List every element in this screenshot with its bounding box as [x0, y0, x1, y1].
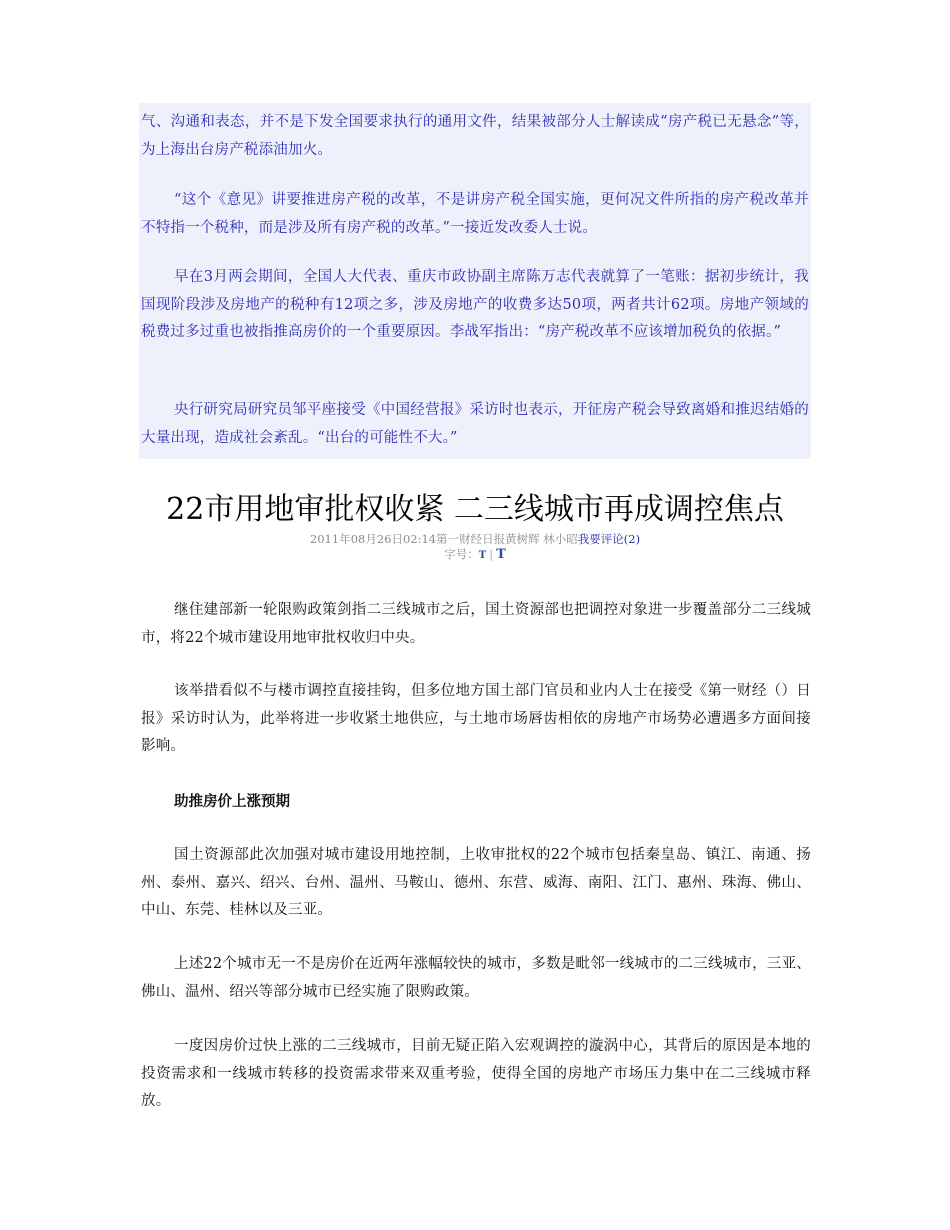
- article-paragraph: 该举措看似不与楼市调控直接挂钩，但多位地方国土部门官员和业内人士在接受《第一财经（）日报》采访时认为，此举将进一步收紧土地供应，与土地市场唇齿相依的房地产市场势必遭遇多方面间接影响。: [141, 683, 811, 754]
- font-large-button[interactable]: T: [496, 547, 506, 562]
- font-size-control: [0, 546, 950, 564]
- article-paragraph: 上述22个城市无一不是房价在近两年涨幅较快的城市，多数是毗邻一线城市的二三线城市，三亚、佛山、温州、绍兴等部分城市已经实施了限购政策。: [141, 956, 811, 1000]
- article-title: 22市用地审批权收紧 二三线城市再成调控焦点: [166, 492, 784, 527]
- comment-link[interactable]: 我要评论: [577, 532, 624, 546]
- quote-paragraph: 央行研究局研究员邹平座接受《中国经营报》采访时也表示，开征房产税会导致离婚和推迟结婚的大量出现，造成社会紊乱。“出台的可能性不大。”: [141, 402, 809, 446]
- font-small-button[interactable]: T: [478, 550, 487, 561]
- article-meta: [0, 531, 950, 547]
- article-paragraph: 一度因房价过快上涨的二三线城市，目前无疑正陷入宏观调控的漩涡中心，其背后的原因是本地的投资需求和一线城市转移的投资需求带来双重考验，使得全国的房地产市场压力集中在二三线城市释放。: [141, 1038, 811, 1109]
- article-byline: 2011年08月26日02:14第一财经日报黄树辉 林小昭: [309, 532, 578, 546]
- quoted-section: [139, 103, 811, 459]
- font-size-label: 字号：: [444, 547, 479, 561]
- article-paragraph: 继住建部新一轮限购政策剑指二三线城市之后，国土资源部也把调控对象进一步覆盖部分二三线城市，将22个城市建设用地审批权收归中央。: [141, 602, 811, 646]
- quote-paragraph: “这个《意见》讲要推进房产税的改革，不是讲房产税全国实施，更何况文件所指的房产税改革并不特指一个税种，而是涉及所有房产税的改革。”一接近发改委人士说。: [141, 192, 809, 236]
- divider: |: [489, 547, 494, 561]
- quote-paragraph: 早在3月两会期间，全国人大代表、重庆市政协副主席陈万志代表就算了一笔账：据初步统计，我国现阶段涉及房地产的税种有12项之多，涉及房地产的收费多达50项，两者共计62项。房地产领域的税费过多过重也被指推高房价的一个重要原因。李战军指出：“房产税改革不应该增加税负的依据。”: [141, 269, 809, 340]
- comment-open-paren: (: [623, 532, 629, 546]
- section-subheading: 助推房价上涨预期: [174, 794, 290, 810]
- article-paragraph: 国土资源部此次加强对城市建设用地控制，上收审批权的22个城市包括秦皇岛、镇江、南通、扬州、泰州、嘉兴、绍兴、台州、温州、马鞍山、德州、东营、威海、南阳、江门、惠州、珠海、佛山、中山、东莞、桂林以及三亚。: [141, 847, 811, 918]
- comment-count[interactable]: 2: [628, 532, 636, 546]
- quote-paragraph: 气、沟通和表态，并不是下发全国要求执行的通用文件，结果被部分人士解读成“房产税已无悬念”等，为上海出台房产税添油加火。: [141, 114, 809, 158]
- comment-close-paren: ): [635, 532, 641, 546]
